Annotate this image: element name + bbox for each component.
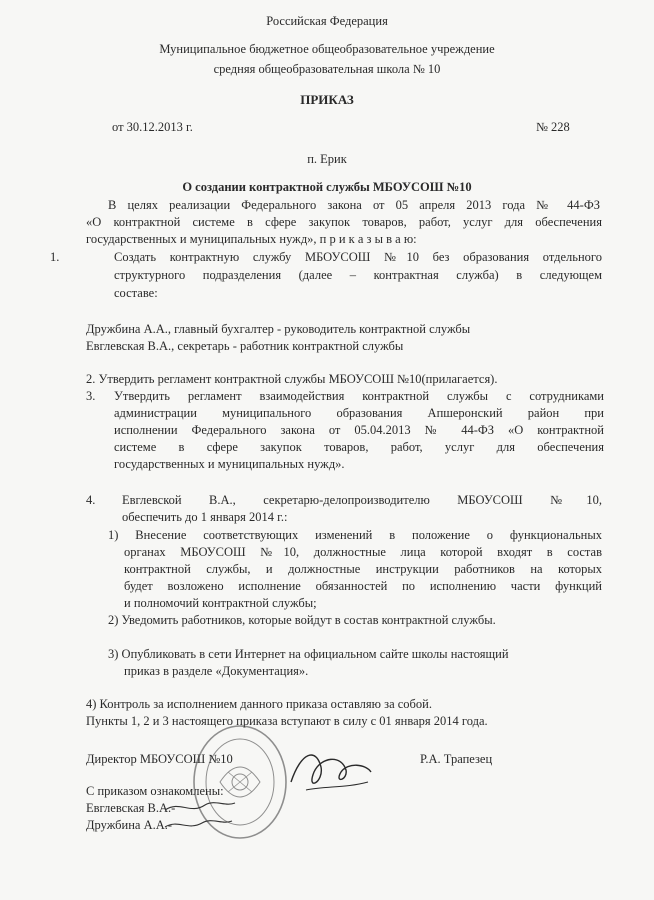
item4-line-2: обеспечить до 1 января 2014 г.: (122, 510, 288, 524)
item5: 4) Контроль за исполнением данного приказа оставляю за собой. (86, 697, 432, 711)
sub1-line-4: будет возложено исполнение обязанностей по исполнению части функций (124, 579, 602, 593)
sub2: 2) Уведомить работников, которые войдут в состав контрактной службы. (108, 613, 496, 627)
item3-number: 3. (86, 389, 96, 403)
sub1-line-5: и полномочий контрактной службы; (124, 596, 317, 610)
item3-line-2: администрации муниципального образования Апшеронский район при (114, 406, 604, 420)
item1-line-1: Создать контрактную службу МБОУСОШ №10 без образования отдельного (114, 250, 602, 264)
sub3-line-1: 3) Опубликовать в сети Интернет на официальном сайте школы настоящий (108, 647, 509, 661)
acquainted-person-1: Евглевская В.А.- (86, 801, 176, 815)
acquainted-person-2: Дружбина А.А.- (86, 818, 173, 832)
acquainted-label: С приказом ознакомлены: (86, 784, 224, 798)
order-number: № 228 (536, 120, 570, 134)
intro-line-2: «О контрактной системе в сфере закупок товаров, работ, услуг для обеспечения (86, 215, 602, 229)
item3-line-1: Утвердить регламент взаимодействия контрактной службы с сотрудниками (114, 389, 604, 403)
item1-line-3: составе: (114, 286, 158, 300)
sub3-line-2: приказ в разделе «Документация». (124, 664, 309, 678)
intro-line-1: В целях реализации Федерального закона от 05 апреля 2013 года № 44-ФЗ (108, 198, 600, 212)
header-institution-line1: Муниципальное бюджетное общеобразовательное учреждение (159, 42, 495, 56)
member-2: Евглевская В.А., секретарь - работник контрактной службы (86, 339, 404, 353)
item1-line-2: структурного подразделения (далее – контрактная служба) в следующем (114, 268, 602, 282)
acquainted-signatures-icon (160, 795, 240, 835)
item1-number: 1. (50, 250, 60, 264)
item6: Пункты 1, 2 и 3 настоящего приказа вступают в силу с 01 января 2014 года. (86, 714, 488, 728)
sub1-line-1: 1) Внесение соответствующих изменений в положение о функциональных (108, 528, 602, 542)
director-name: Р.А. Трапезец (420, 752, 493, 766)
director-title: Директор МБОУСОШ №10 (86, 752, 233, 766)
item4-number: 4. (86, 493, 96, 507)
sub1-line-2: органах МБОУСОШ №10, должностные лица которой входят в состав (124, 545, 602, 559)
order-subject: О создании контрактной службы МБОУСОШ №10 (182, 180, 472, 194)
intro-line-3: государственных и муниципальных нужд», п р и к а з ы в а ю: (86, 232, 417, 246)
item3-line-4: системе в сфере закупок товаров, работ, услуг для обеспечения (114, 440, 604, 454)
order-date: от 30.12.2013 г. (112, 120, 193, 134)
item3-line-3: исполнении Федерального закона от 05.04.2013 № 44-ФЗ «О контрактной (114, 423, 604, 437)
header-country: Российская Федерация (266, 14, 388, 28)
item3-line-5: государственных и муниципальных нужд». (114, 457, 345, 471)
order-place: п. Ерик (307, 152, 347, 166)
sub1-line-3: контрактной службы, и должностные инструкции работников на которых (124, 562, 602, 576)
header-institution-line2: средняя общеобразовательная школа № 10 (213, 62, 441, 76)
member-1: Дружбина А.А., главный бухгалтер - руководитель контрактной службы (86, 322, 471, 336)
order-title: ПРИКАЗ (300, 92, 354, 107)
item4-line-1: Евглевской В.А., секретарю-делопроизводителю МБОУСОШ №10, (122, 493, 602, 507)
director-signature-icon (286, 742, 376, 802)
item2: 2. Утвердить регламент контрактной службы МБОУСОШ №10(прилагается). (86, 372, 498, 386)
